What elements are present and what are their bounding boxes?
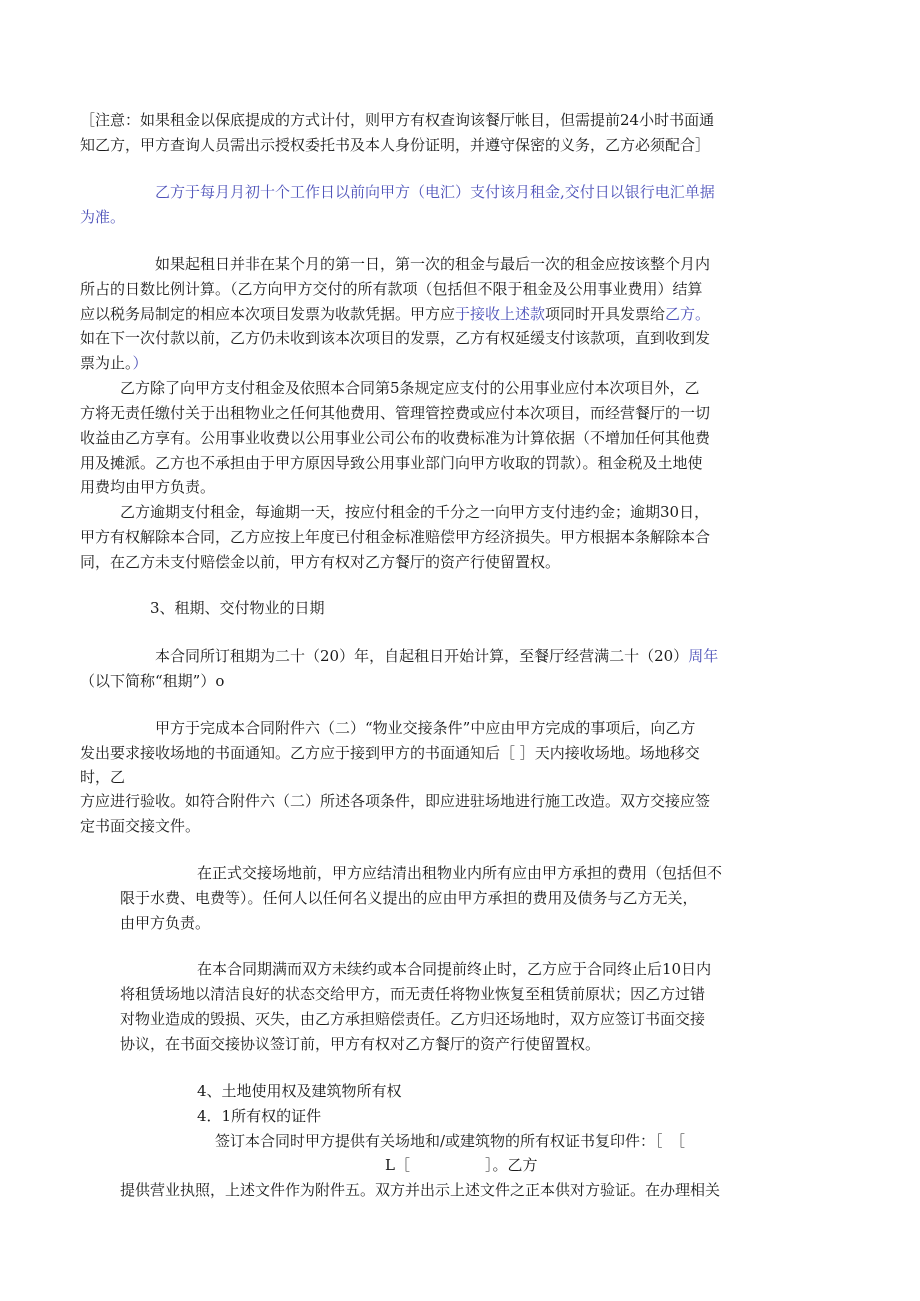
handover-line-4: 方应进行验收。如符合附件六（二）所述各项条件，即应进驻场地进行施工改造。双方交接应签 [80,792,711,810]
handover-line-5: 定书面交接文件。 [80,817,201,835]
return-line-1: 在本合同期满而双方未续约或本合同提前终止时，乙方应于合同终止后10日内 [197,960,712,978]
return-line-4: 协议，在书面交接协议签订前，甲方有权对乙方餐厅的资产行使留置权。 [120,1035,601,1053]
utilities-line-1: 乙方除了向甲方支付租金及依照本合同第5条规定应支付的公用事业应付本次项目外，乙 [120,379,700,397]
notice-line-2: 知乙方，甲方查询人员需出示授权委托书及本人身份证明，并遵守保密的义务，乙方必须配合］ [80,136,711,154]
utilities-line-4: 用及摊派。乙方也不承担由于甲方原因导致公用事业部门向甲方收取的罚款）。租金税及土地使 [80,454,703,472]
notice-line-1: ［注意：如果租金以保底提成的方式计付，则甲方有权查询该餐厅帐目，但需提前24小时书面通 [80,111,715,129]
late-payment-line-1: 乙方逾期支付租金，每逾期一天，按应付租金的千分之一向甲方支付违约金；逾期30日， [120,503,710,521]
section-4-line-2: L［ ］。乙方 [385,1156,538,1174]
handover-line-3: 时，乙 [80,768,126,786]
fees-line-2: 限于水费、电费等）。任何人以任何名义提出的应由甲方承担的费用及债务与乙方无关， [120,889,698,907]
prorate-line-1: 如果起租日并非在某个月的第一日，第一次的租金与最后一次的租金应按该整个月内 [155,255,711,273]
section-4-sub-heading: 4．1所有权的证件 [197,1107,322,1125]
term-line-1-a: 本合同所订租期为二十（20）年，自起租日开始计算，至餐厅经营满二十（20） [155,647,689,665]
return-line-2: 将租赁场地以清洁良好的状态交给甲方，而无责任将物业恢复至租赁前原状；因乙方过错 [120,985,706,1003]
utilities-line-3: 收益由乙方享有。公用事业收费以公用事业公司公布的收费标准为计算依据（不增加任何其他费 [80,429,711,447]
fees-line-1: 在正式交接场地前，甲方应结清出租物业内所有应由甲方承担的费用（包括但不 [197,864,723,882]
section-4-heading: 4、土地使用权及建筑物所有权 [197,1082,402,1100]
prorate-line-3-d: 乙方。 [665,305,711,323]
prorate-line-3 [80,302,710,327]
prorate-line-5-a: 票为止。 [80,354,133,372]
term-line-1 [155,644,718,669]
section-4-line-1: 签订本合同时甲方提供有关场地和/或建筑物的所有权证书复印件：［ ［ [215,1132,686,1150]
term-line-2: （以下简称“租期”）o [80,672,225,690]
prorate-line-3-b: 于接收上述款 [455,305,546,323]
return-line-3: 对物业造成的毁损、灭失，由乙方承担赔偿责任。乙方归还场地时，双方应签订书面交接 [120,1010,706,1028]
fees-line-3: 由甲方负责。 [120,914,211,932]
prorate-line-2: 所占的日数比例计算。（乙方向甲方交付的所有款项（包括但不限于租金及公用事业费用）结算 [80,280,703,298]
prorate-line-4: 如在下一次付款以前，乙方仍未收到该本次项目的发票，乙方有权延缓支付该款项，直到收到发 [80,329,711,347]
section-4-line-3: 提供营业执照，上述文件作为附件五。双方并出示上述文件之正本供对方验证。在办理相关 [120,1181,721,1199]
payment-time-line-2: 为准。 [80,208,126,226]
utilities-line-5: 用费均由甲方负责。 [80,478,216,496]
prorate-line-5-b: ） [132,354,148,372]
handover-line-2: 发出要求接收场地的书面通知。乙方应于接到甲方的书面通知后［ ］天内接收场地。场地移交 [80,744,700,762]
utilities-line-2: 方将无责任缴付关于出租物业之任何其他费用、管理管控费或应付本次项目，而经营餐厅的一切 [80,404,711,422]
late-payment-line-2: 甲方有权解除本合同，乙方应按上年度已付租金标准赔偿甲方经济损失。甲方根据本条解除本合 [80,528,711,546]
section-3-heading: 3、租期、交付物业的日期 [150,599,325,617]
payment-time-line-1: 乙方于每月月初十个工作日以前向甲方（电汇）支付该月租金,交付日以银行电汇单据 [155,183,715,201]
prorate-line-3-c: 项同时开具发票给 [545,305,666,323]
late-payment-line-3: 同，在乙方未支付赔偿金以前，甲方有权对乙方餐厅的资产行使留置权。 [80,553,561,571]
prorate-line-5 [80,351,148,376]
prorate-line-3-a: 应以税务局制定的相应本次项目发票为收款凭据。甲方应 [80,305,456,323]
term-line-1-b: 周年 [688,647,719,665]
handover-line-1: 甲方于完成本合同附件六（二）“物业交接条件”中应由甲方完成的事项后，向乙方 [155,719,696,737]
